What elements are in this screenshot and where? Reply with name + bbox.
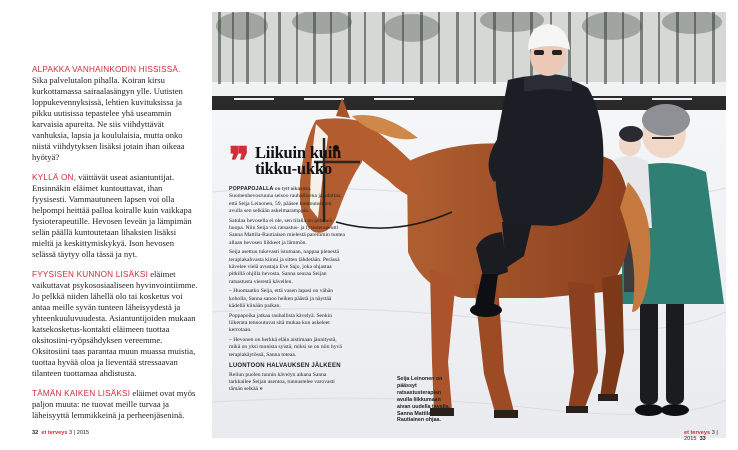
paragraph-text: väittävät useat asiantuntijat. Ensinnäkin eläimet kuntouttavat, ihan fyysisesti. Vammautuneen lapsen voi olla helpompi heittää palloa koiralle kuin vaikkapa fysioterapeutille. Hevosen leveän ja lämpimän selän päällä kuntoutetaan lihaksien lisäksi mieltä ja keskittymiskykyä. Ison hevosen selässä täytyy olla tässä ja nyt. (32, 172, 192, 259)
paragraph-text: – Hevonen on herkkä eläin aistimaan jännitystä, mikä on yksi monista syistä, miksi se on niin hyvä terapiakäytössä, Sanna toteaa. (229, 337, 342, 358)
photo-caption: Seija Leinonen on päässyt ratsastusterapian avulla liikkumaan aivan uudella tavalla. Sanna Mattila-Rautiainen ohjaa. (397, 376, 450, 424)
paragraph-text: on tytt aikaansa. Suomenhevosruuna seisoo rauhallisena ja odottaa, että Seija Leinonen, 59, pääsee kuntoutustuen avulla sen selkään askelmaramppia. (229, 186, 342, 214)
paragraph-text: – Huomaatko Seija, että vasen lapasi on vähän koholla, Sanna sanoo heiken päästä ja näyttää kädellä kiinään paikan. (229, 288, 334, 309)
left-paragraph-1 (32, 64, 198, 163)
page-number: 32 (32, 430, 39, 436)
article-body (229, 186, 345, 393)
continue-arrow-icon: » (259, 386, 263, 393)
folio-left (32, 430, 89, 436)
magazine-name: et terveys (684, 430, 711, 436)
paragraph-lead: ALPAKKA VANHAINKODIN HISSISSÄ. (32, 65, 181, 74)
folio-right (684, 430, 738, 442)
magazine-name: et terveys (41, 430, 68, 436)
left-paragraph-3 (32, 269, 198, 379)
left-paragraph-2 (32, 172, 198, 260)
paragraph-text: Sika palvelutalon pihalla. Koiran kirsu kurkottamassa sairaalasängyn ylle. Uutisten loppukevennyksissä, lehtien kuvituksissa ja pikku uutisissa tepastelee yhä useammin karvaisia apureita. Ne siis viihdyttävät vanhuksia, lapsia ja koululaisia, mutta onko niistä viihdytyksen lisäksi jotain ihan oikeaa hyötyä? (32, 75, 185, 162)
page-number: 33 (699, 436, 706, 442)
left-column (32, 64, 198, 430)
issue-number: 3 | 2015 (69, 430, 90, 436)
article-headline: Liikuin kuin tikku-ukko (255, 143, 342, 178)
quote-mark-icon: ❞ (229, 141, 250, 183)
paragraph-text: Seija asettuu tukevasti istumaan, nappaa pienestä terapiakahvasta kiinni ja sitten lähdetään. Perässä kävelee vielä avustaja Eve Sajo, joka ohjastaa pitkillä ohjilla hevosta. Sanna seuraa Seijan ratsastusta vierestä kävellen. (229, 249, 340, 285)
article-subhead: LUONTOON HALVAUKSEN JÄLKEEN (229, 363, 341, 370)
article-paragraph (229, 372, 345, 394)
left-paragraph-4 (32, 388, 198, 421)
article-paragraph (229, 337, 345, 359)
paragraph-lead: TÄMÄN KAIKEN LISÄKSI (32, 389, 131, 398)
paragraph-text: Reilun puolen tunnin kävelyn aikana Sanna tarkkailee Seijan asentoa, tunnustelee varovasti tämän selkää (229, 371, 335, 393)
article-paragraph (229, 186, 345, 215)
article-paragraph (229, 313, 345, 335)
article-paragraph (229, 218, 345, 247)
paragraph-text: eläimet vaikuttavat psykososiaaliseen hyvinvointiimme. Jo pelkkä niiden lähellä olo tai kosketus voi antaa meille syvän tunteen läheisyydestä ja yhteenkuuluvuudesta. Asiantuntijoiden mukaan katsekosketus-kontakti eläimeen tuottaa oksitosiini-ryöpsähdyksen vereemme. Oksitosiini taas parantaa muun muassa muistia, tuottaa hyvää oloa ja lieventää stressaavan tilanteen tuottamaa ahdistusta. (32, 269, 198, 378)
article (229, 141, 345, 396)
paragraph-text: eläimet ovat myös paljon muuta: ne tuovat meille turvaa ja läheisyyttä lemmikkeinä ja perheenjäseninä. (32, 388, 196, 420)
paragraph-text: Poppapoika jatkaa rauhallista kävelyä. Senkin liikerata tennoutuvat sitä mukaa kun askeleet kerrotaan. (229, 312, 332, 334)
paragraph-lead: POPPAPOJALLA (229, 186, 274, 192)
issue-number: 3 | 2015 (684, 430, 718, 442)
paragraph-lead: KYLLÄ ON, (32, 173, 77, 182)
paragraph-lead: FYYSISEN KUNNON LISÄKSI (32, 270, 149, 279)
paragraph-text: Satulaa hevosella ei ole, sen tilalla on pehmeä huopa. Niin Seija voi ratsastus- ja fysioterapeutti Sanna Mattila-Rautiaisen mielestä paremmin tuntea allaan hevosen liikkeet ja lämmön. (229, 217, 345, 246)
article-paragraph (229, 249, 345, 285)
article-paragraph (229, 288, 345, 310)
